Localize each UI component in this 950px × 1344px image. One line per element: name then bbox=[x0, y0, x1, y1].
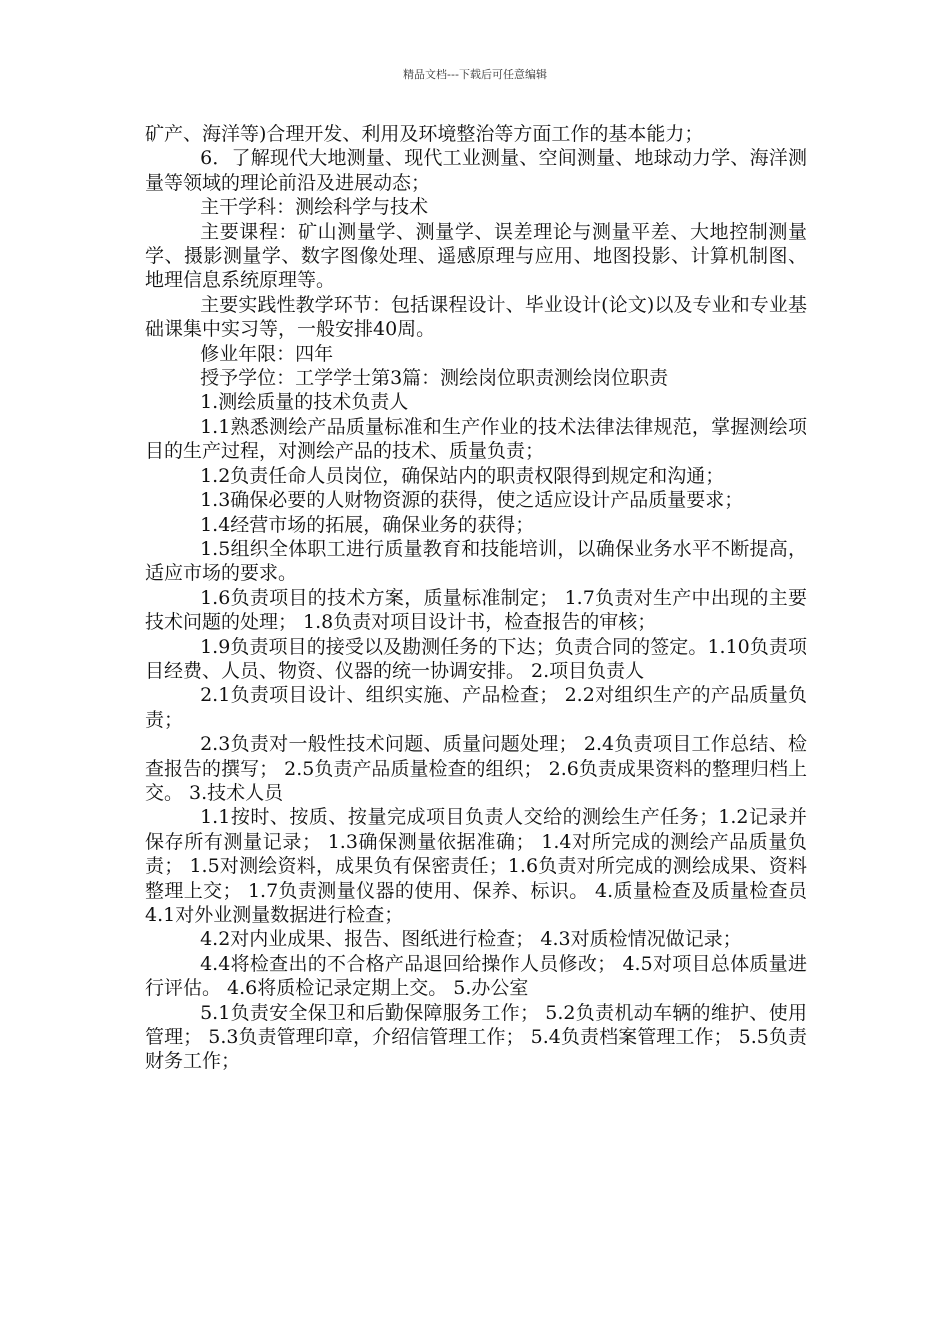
paragraph: 2.3负责对一般性技术问题、质量问题处理； 2.4负责项目工作总结、检查报告的撰写； 2.5负责产品质量检查的组织； 2.6负责成果资料的整理归档上交。 3.技术人员 bbox=[145, 733, 807, 804]
paragraph: 2.1负责项目设计、组织实施、产品检查； 2.2对组织生产的产品质量负责； bbox=[145, 684, 807, 731]
paragraph: 1.2负责任命人员岗位，确保站内的职责权限得到规定和沟通； bbox=[200, 464, 725, 487]
paragraph: 4.4将检查出的不合格产品退回给操作人员修改； 4.5对项目总体质量进行评估。 4.6将质检记录定期上交。 5.办公室 bbox=[145, 952, 807, 1000]
paragraph: 1.1熟悉测绘产品质量标准和生产作业的技术法律法律规范，掌握测绘项目的生产过程，对测绘产品的技术、质量负责； bbox=[145, 415, 807, 463]
paragraph: 1.4经营市场的拓展，确保业务的获得； bbox=[200, 513, 535, 536]
paragraph: 1.5组织全体职工进行质量教育和技能培训，以确保业务水平不断提高，适应市场的要求。 bbox=[145, 537, 807, 585]
document-body bbox=[145, 122, 807, 1074]
paragraph: 主要课程：矿山测量学、测量学、误差理论与测量平差、大地控制测量学、摄影测量学、数字图像处理、遥感原理与应用、地图投影、计算机制图、地理信息系统原理等。 bbox=[145, 220, 807, 292]
paragraph: 修业年限：四年 bbox=[200, 342, 334, 365]
paragraph: 1.6负责项目的技术方案，质量标准制定； 1.7负责对生产中出现的主要技术问题的处理； 1.8负责对项目设计书，检查报告的审核； bbox=[145, 586, 807, 634]
paragraph: 1.3确保必要的人财物资源的获得，使之适应设计产品质量要求； bbox=[200, 489, 744, 512]
paragraph: 授予学位：工学学士第3篇：测绘岗位职责测绘岗位职责 bbox=[200, 367, 669, 390]
paragraph: 5.1负责安全保卫和后勤保障服务工作； 5.2负责机动车辆的维护、使用管理； 5.3负责管理印章，介绍信管理工作； 5.4负责档案管理工作； 5.5负责财务工作； bbox=[145, 1001, 807, 1073]
paragraph: 1.测绘质量的技术负责人 bbox=[200, 391, 409, 414]
paragraph: 1.1按时、按质、按量完成项目负责人交给的测绘生产任务；1.2记录并保存所有测量记录； 1.3确保测量依据准确； 1.4对所完成的测绘产品质量负责； 1.5对测绘资料，成果负有保密责任；1.6负责对所完成的测绘成果、资料整理上交； 1.7负责测量仪器的使用、保养、标识。 4.质量检查及质量检查员 4.1对外业测量数据进行检查； bbox=[145, 806, 807, 926]
paragraph: 矿产、海洋等)合理开发、利用及环境整治等方面工作的基本能力； bbox=[145, 123, 704, 145]
paragraph: 1.9负责项目的接受以及勘测任务的下达；负责合同的签定。1.10负责项目经费、人员、物资、仪器的统一协调安排。 2.项目负责人 bbox=[145, 635, 807, 682]
paragraph: 6．了解现代大地测量、现代工业测量、空间测量、地球动力学、海洋测量等领域的理论前沿及进展动态； bbox=[145, 147, 807, 194]
paragraph: 主干学科：测绘科学与技术 bbox=[200, 196, 429, 219]
paragraph: 4.2对内业成果、报告、图纸进行检查； 4.3对质检情况做记录； bbox=[200, 928, 742, 951]
page-header: 精品文档---下载后可任意编辑 bbox=[403, 68, 547, 81]
paragraph: 主要实践性教学环节：包括课程设计、毕业设计(论文)以及专业和专业基础课集中实习等，一般安排40周。 bbox=[145, 293, 807, 341]
